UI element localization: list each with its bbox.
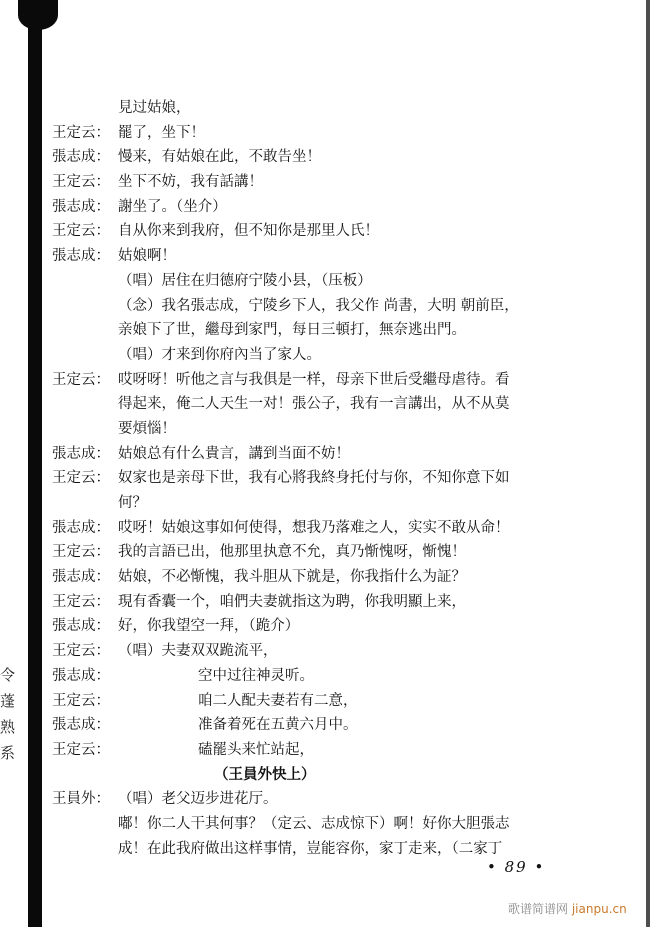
script-line [52,614,632,639]
line-text: 我的言語已出，他那里执意不允，真乃惭愧呀，惭愧！ [118,544,466,561]
page-number: • 89 • [487,858,546,876]
speaker-name: 張志成： [52,149,110,166]
script-line [52,466,632,491]
speaker-name [52,837,118,862]
script-page [52,96,632,861]
line-text: （念）我名張志成，宁陵乡下人，我父作 尚書，大明 朝前臣， [118,297,519,314]
line-text: 罷了，坐下！ [118,124,205,141]
script-line [52,417,632,442]
line-text: （唱）夫妻双双跪流平， [118,643,278,660]
script-line [52,442,632,467]
margin-char: 蓬 [0,692,16,710]
line-text: （唱）老父迈步进花厅。 [118,791,278,808]
script-line [52,763,632,788]
speaker-name: 王定云： [52,223,110,240]
speaker-name: 王定云： [52,174,110,191]
speaker-name: 王定云： [52,643,110,660]
line-text: 成！在此我府做出这样事情，豈能容你，家丁走来，（二家丁 [118,840,503,857]
script-line [52,565,632,590]
speaker-name [52,269,118,294]
line-text: 嘟！你二人干其何事？（定云、志成惊下）啊！好你大胆張志 [118,815,510,832]
script-line [52,170,632,195]
speaker-name: 張志成： [52,717,110,734]
speaker-name [52,392,118,417]
speaker-name: 張志成： [52,667,110,684]
line-text: 空中过往神灵听。 [198,667,314,684]
speaker-name: 張志成： [52,445,110,462]
script-line [52,590,632,615]
script-line [52,516,632,541]
line-text: 磕罷头来忙站起， [198,741,314,758]
speaker-name [52,294,118,319]
script-line [52,318,632,343]
speaker-name: 張志成： [52,248,110,265]
line-text: 得起来，俺二人天生一对！張公子，我有一言講出，从不从莫 [118,396,510,413]
book-binding [0,0,58,927]
speaker-name: 王定云： [52,593,110,610]
script-line [52,392,632,417]
line-text: 奴家也是亲母下世，我有心將我終身托付与你，不知你意下如 [118,470,510,487]
script-line [52,121,632,146]
script-line [52,269,632,294]
line-text: 咱二人配夫妻若有二意， [198,692,358,709]
margin-bleed-text [0,662,18,766]
line-text: 慢来，有姑娘在此，不敢告坐！ [118,149,321,166]
speaker-name: 王員外： [52,791,110,808]
script-line [52,639,632,664]
speaker-name: 張志成： [52,519,110,536]
margin-char: 系 [0,744,16,762]
page-edge [646,0,650,927]
watermark-site: 歌谱简谱网 [508,902,569,916]
line-text: 何？ [118,495,147,511]
speaker-name: 王定云： [52,371,110,388]
script-line [52,219,632,244]
line-text: 亲娘下了世，繼母到家門，每日三頓打，無奈逃出門。 [118,322,466,339]
script-line [52,294,632,319]
line-text: 坐下不妨，我有話講！ [118,174,263,191]
script-line [52,491,632,516]
script-line [52,787,632,812]
line-text: 姑娘啊！ [118,248,176,265]
speaker-name: 王定云： [52,692,110,709]
speaker-name: 王定云： [52,544,110,561]
speaker-name: 王定云： [52,470,110,487]
line-text: 准备着死在五黄六月中。 [198,717,358,734]
speaker-name: 王定云： [52,741,110,758]
stage-direction: （王員外快上） [214,765,316,783]
line-text: （唱）才来到你府內当了家人。 [118,346,321,363]
script-line [52,812,632,837]
line-text: 謝坐了。（坐介） [118,198,227,215]
line-text: （唱）居住在归德府宁陵小县，（压板） [118,272,372,289]
line-text: 現有香囊一个，咱們夫妻就指这为聘，你我明顯上来， [118,593,466,610]
speaker-name [52,812,118,837]
script-line [52,540,632,565]
script-line [52,368,632,393]
speaker-name [52,763,118,788]
line-text: 姑娘，不必惭愧，我斗胆从下就是，你我指什么为証？ [118,569,466,586]
line-text: 要煩惱！ [118,420,176,437]
speaker-name [52,318,118,343]
speaker-name: 張志成： [52,618,110,635]
script-line [52,244,632,269]
script-line [52,689,632,714]
script-line [52,664,632,689]
line-text: 自从你来到我府，但不知你是那里人氏！ [118,223,379,240]
script-line [52,195,632,220]
speaker-name [52,343,118,368]
line-text: 哎呀呀！听他之言与我俱是一样，母亲下世后受繼母虐待。看 [118,371,510,388]
speaker-name [52,96,118,121]
script-line [52,713,632,738]
line-text: 姑娘总有什么貴言，講到当面不妨！ [118,445,350,462]
line-text: 好，你我望空一拜，（跪介） [118,618,300,635]
line-text: 見过姑娘， [118,100,191,116]
watermark-url: jianpu.cn [571,902,627,916]
speaker-name [52,417,118,442]
speaker-name [52,491,118,516]
script-line [52,145,632,170]
margin-char: 令 [0,666,16,684]
script-line [52,738,632,763]
line-text: 哎呀！姑娘这事如何使得，想我乃落难之人，实实不敢从命！ [118,519,510,536]
margin-char: 熟 [0,718,16,736]
script-line [52,96,632,121]
binding-spine [28,0,42,927]
speaker-name: 王定云： [52,124,110,141]
speaker-name: 張志成： [52,198,110,215]
watermark [508,900,627,917]
speaker-name: 張志成： [52,569,110,586]
script-line [52,343,632,368]
